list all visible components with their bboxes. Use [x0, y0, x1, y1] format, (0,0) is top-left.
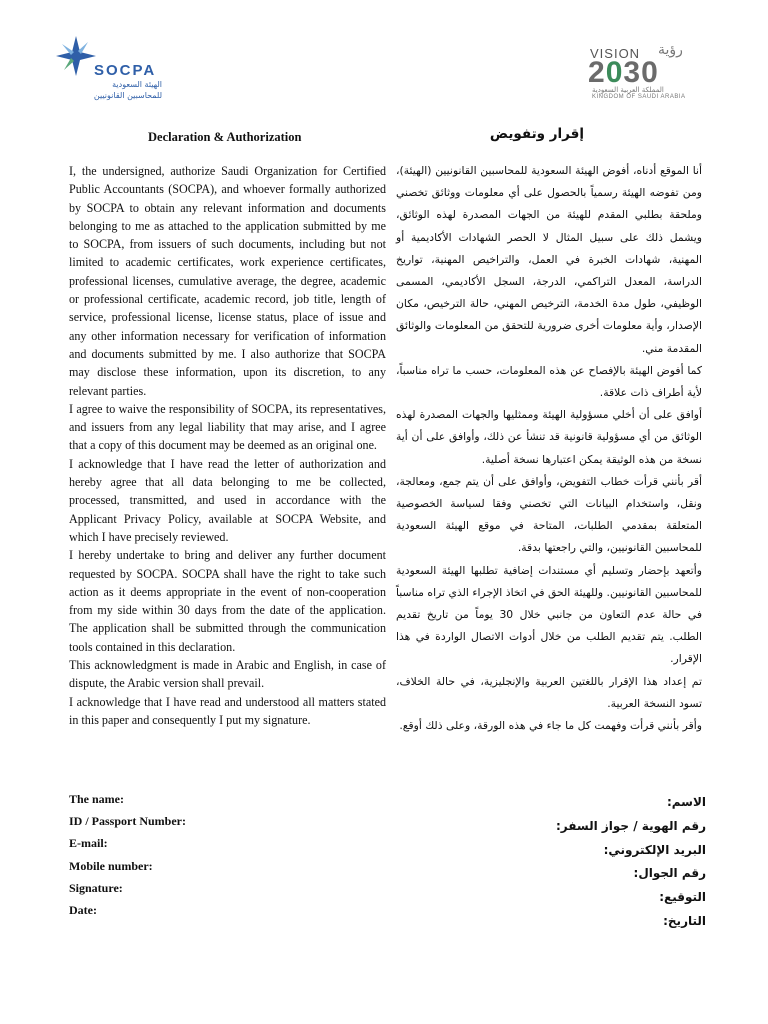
field-label-signature-ar: التوقيع: [659, 890, 706, 905]
kingdom-english: KINGDOM OF SAUDI ARABIA [592, 94, 686, 100]
ar-paragraph-privacy: أقر بأنني قرأت خطاب التفويض، وأوافق على أن يتم جمع، ومعالجة، ونقل، واستخدام البيانات التي تخصني وفقا لسياسة الخصوصية المتعلقة بمقدمي الطلبات، المتاحة في موقع الهيئة السعودية للمحاسبين القانونيين، والتي راجعتها بدقة. [396, 474, 702, 555]
field-label-email: E-mail: [69, 836, 108, 851]
en-paragraph-privacy: I acknowledge that I have read the letter of authorization and hereby agree that all data belonging to me be collected, processed, transmitted, and used in accordance with the Applicant Privacy Policy, available at SOCPA Website, and which I have precisely reviewed. [69, 456, 386, 544]
en-paragraph-signature: I acknowledge that I have read and understood all matters stated in this paper and consequently I put my signature. [69, 694, 386, 727]
ar-paragraph-undertaking: وأتعهد بإحضار وتسليم أي مستندات إضافية تطلبها الهيئة السعودية للمحاسبين القانونيين. وللهيئة الحق في اتخاذ الإجراء الذي تراه مناسباً في حالة عدم التعاون من جانبي خلال 30 يوماً من تاريخ تقديم الطلب. يتم تقديم الطلب من خلال أدوات الاتصال الواردة في هذا الإقرار. [396, 563, 702, 666]
fields-english [69, 788, 186, 921]
field-label-signature: Signature: [69, 880, 123, 895]
vision-arabic: رؤية [658, 42, 683, 58]
field-label-date: Date: [69, 902, 97, 917]
socpa-arabic-line1: الهيئة السعودية [112, 80, 162, 89]
socpa-logo [56, 36, 166, 106]
title-english: Declaration & Authorization [148, 130, 302, 144]
field-label-date-ar: التاريخ: [663, 913, 706, 928]
socpa-name: SOCPA [94, 62, 157, 79]
en-paragraph-language: This acknowledgment is made in Arabic and English, in case of dispute, the Arabic version shall prevail. [69, 658, 386, 691]
socpa-star-icon [56, 36, 96, 76]
ar-paragraph-authorization: أنا الموقع أدناه، أفوض الهيئة السعودية للمحاسبين القانونيين (الهيئة)، ومن تفوضه الهيئة رسمياً بالحصول على أي معلومات ووثائق تخصني وملحقة بطلبي المقدم للهيئة من الجهات المصدرة لهذه الوثائق، ويشمل ذلك على سبيل المثال لا الحصر الشهادات الأكاديمية أو المهنية، شهادات الخبرة في العمل، والتراخيص المهنية، تواريخ الدراسة، المعدل التراكمي، الدرجة، السجل الأكاديمي، المسمى الوظيفي، طول مدة الخدمة، الترخيص المهني، حالة الترخيص، مكان الإصدار، وأية معلومات أخرى ضرورية للتحقق من المعلومات والوثائق المقدمة مني. [396, 164, 702, 355]
field-label-mobile: Mobile number: [69, 858, 153, 873]
field-label-name-ar: الاسم: [666, 795, 706, 809]
field-label-id-ar: رقم الهوية / جواز السفر: [555, 818, 706, 833]
en-paragraph-authorization: I, the undersigned, authorize Saudi Organization for Certified Public Accountants (SOCPA), and whoever formally authorized by SOCPA to obtain any relevant information and documents belonging to me as attached to the application submitted by me to SOCPA, from issuers of such documents, including but not limited to academic certificates, work experience certificates, professional licenses, cumulative average, the degree, academic or professional certificate, academic record, job title, length of service, professional license, license status, place of issue and any other information necessary for verification of information and documents submitted by me. I also authorize that SOCPA may disclose these information, upon its discretion, to any relevant parties. [69, 164, 386, 398]
vision-label: VISION [590, 46, 641, 61]
ar-paragraph-signature: وأقر بأنني قرأت وفهمت كل ما جاء في هذه الورقة، وعلى ذلك أوقع. [399, 719, 702, 733]
english-declaration [69, 162, 386, 729]
ar-paragraph-waiver: أوافق على أن أخلي مسؤولية الهيئة وممثليها والجهات المصدرة لهذه الوثائق من أي مسؤولية قانونية قد تنشأ عن ذلك، وأوافق على أن أية نسخة من هذه الوثيقة يمكن اعتبارها نسخة أصلية. [396, 408, 702, 466]
ar-paragraph-language: تم إعداد هذا الإقرار باللغتين العربية والإنجليزية، في حالة الخلاف، تسود النسخة العربية. [396, 674, 702, 710]
ar-paragraph-disclosure: كما أفوض الهيئة بالإفصاح عن هذه المعلومات، حسب ما تراه مناسباً، لأية أطراف ذات علاقة. [396, 363, 702, 400]
kingdom-arabic: المملكة العربية السعودية [592, 86, 664, 94]
title-arabic: إقرار وتفويض [489, 126, 584, 142]
en-paragraph-waiver: I agree to waive the responsibility of SOCPA, its representatives, and issuers from any legal liability that may arise, and I agree that a copy of this document may be deemed as an original one. [69, 401, 386, 453]
field-label-name: The name: [69, 792, 124, 806]
arabic-declaration [396, 160, 702, 737]
en-paragraph-undertaking: I hereby undertake to bring and deliver any further document requested by SOCPA. SOCPA shall have the right to take such action as it deems appropriate in the event of non-cooperation from my side within 30 days from the date of the application. The application shall be submitted through the communication tools contained in this declaration. [69, 548, 386, 654]
field-label-email-ar: البريد الإلكتروني: [603, 842, 706, 857]
socpa-arabic-line2: للمحاسبين القانونيين [93, 91, 162, 100]
fields-arabic [556, 791, 706, 934]
vision-2030-logo [586, 40, 710, 100]
field-label-mobile-ar: رقم الجوال: [633, 866, 706, 881]
vision-year: 2030 [588, 56, 659, 89]
field-label-id: ID / Passport Number: [69, 814, 186, 829]
